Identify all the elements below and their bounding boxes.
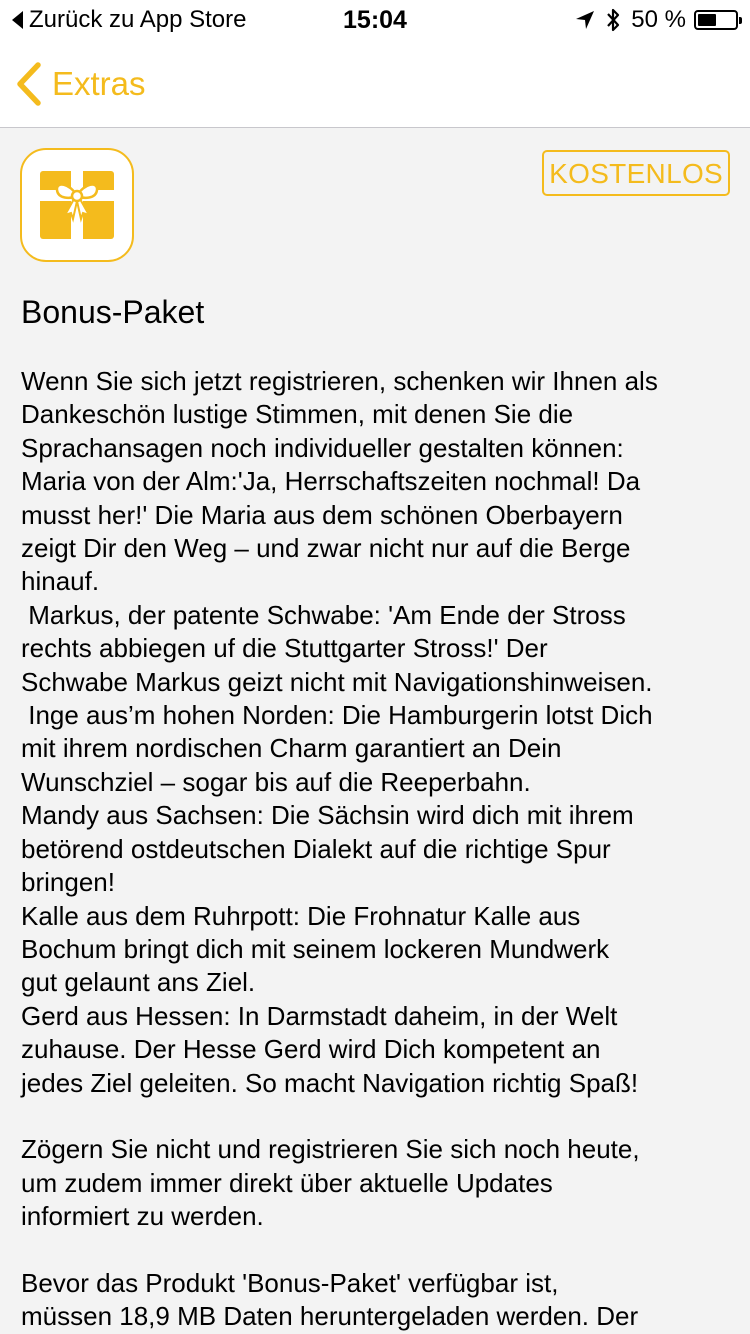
navigation-bar [0,40,750,128]
product-title: Bonus-Paket [21,294,205,330]
bluetooth-icon [605,7,621,33]
get-free-button[interactable]: KOSTENLOS [542,150,730,196]
location-arrow-icon [575,10,595,30]
nav-back-label: Extras [52,65,146,102]
battery-level-fill [698,14,716,26]
battery-icon [694,10,738,30]
product-description: Wenn Sie sich jetzt registrieren, schenken wir Ihnen als Dankeschön lustige Stimmen, mit denen Sie die Sprachansagen noch individueller gestalten können: Maria von der Alm:'Ja, Herrschaftszeiten nochmal! Da musst her!' Die Maria aus dem schönen Oberbayern zeigt Dir den Weg – und zwar nicht nur auf die Berge hinauf. Markus, der patente Schwabe: 'Am Ende der Stross rechts abbiegen uf die Stuttgarter Stross!' Der Schwabe Markus geizt nicht mit Navigationshinweisen. Inge aus’m hohen Norden: Die Hamburgerin lotst Dich mit ihrem nordischen Charm garantiert an Dein Wunschziel – sogar bis auf die Reeperbahn. Mandy aus Sachsen: Die Sächsin wird dich mit ihrem betörend ostdeutschen Dialekt auf die richtige Spur bringen! Kalle aus dem Ruhrpott: Die Frohnatur Kalle aus Bochum bringt dich mit seinem lockeren Mundwerk gut gelaunt ans Ziel. Gerd aus Hessen: In Darmstadt daheim, in der Welt zuhause. Der Hesse Gerd wird Dich kompetent an jedes Ziel geleiten. So macht Navigation richtig Spaß! Zögern Sie nicht und registrieren Sie sich noch heute, um zudem immer direkt über aktuelle Updates informiert zu werden. Bevor das Produkt 'Bonus-Paket' verfügbar ist, müssen 18,9 MB Daten heruntergeladen werden. Der [21,366,658,1332]
gift-icon [40,171,114,239]
chevron-left-icon [16,62,42,106]
nav-back-button[interactable] [16,62,146,106]
back-to-app-store-label: Zurück zu App Store [29,6,247,33]
battery-percentage: 50 % [631,6,686,33]
status-bar [0,0,750,40]
status-indicators [575,6,738,34]
status-time: 15:04 [343,6,407,34]
product-icon [20,148,134,262]
